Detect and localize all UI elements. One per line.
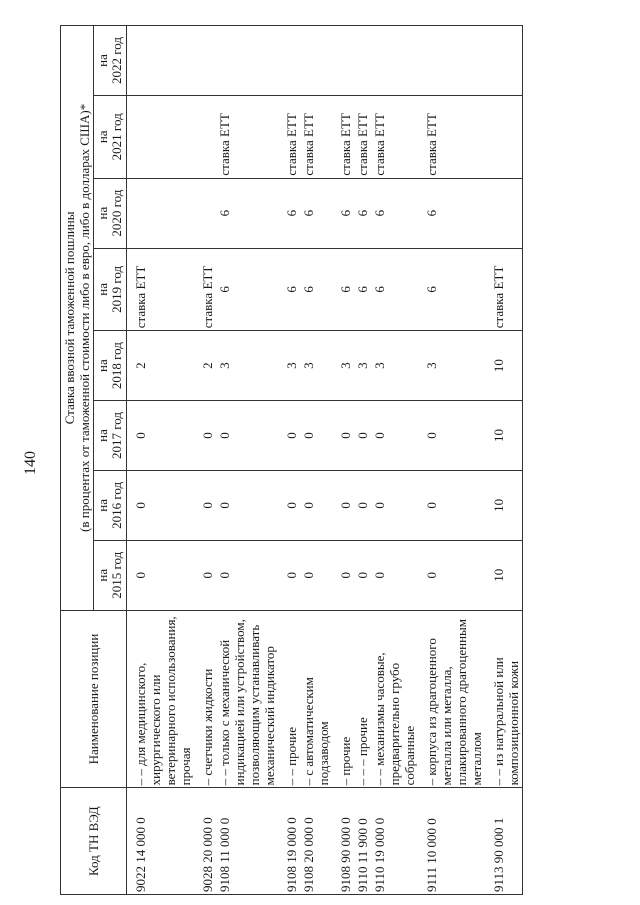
rate-cell: ставка ЕТТ	[354, 95, 371, 178]
table-row	[418, 26, 485, 895]
row-name: – корпуса из драгоценного металла или металла, плакированного драгоценным металлом	[418, 610, 485, 788]
row-code: 9110 11 900 0	[354, 788, 371, 895]
rate-cell	[216, 26, 278, 96]
table-row	[354, 26, 371, 895]
rate-cell: 3	[354, 331, 371, 401]
rate-cell: 0	[216, 470, 278, 540]
tariff-table	[60, 25, 523, 895]
rate-cell: ставка ЕТТ	[418, 95, 485, 178]
rate-cell: 0	[354, 401, 371, 471]
rate-cell: 3	[332, 331, 354, 401]
rate-cell: 0	[418, 401, 485, 471]
year-2016	[94, 470, 127, 540]
rate-cell: 0	[371, 401, 418, 471]
header-rate-title	[61, 26, 94, 611]
row-code: 9108 90 000 0	[332, 788, 354, 895]
rate-cell: 3	[418, 331, 485, 401]
rate-cell: 0	[278, 540, 300, 610]
year-label: 2015 год	[109, 551, 124, 599]
rate-cell: 2	[127, 331, 195, 401]
year-pre: на	[95, 499, 110, 512]
year-pre: на	[95, 429, 110, 442]
year-2019	[94, 248, 127, 331]
table-row	[485, 26, 523, 895]
rate-cell: 0	[418, 540, 485, 610]
row-name: – – – прочие	[354, 610, 371, 788]
row-name: – – прочие	[278, 610, 300, 788]
rate-cell: 0	[127, 540, 195, 610]
row-name: – – механизмы часовые, предварительно грубо собранные	[371, 610, 418, 788]
year-label: 2017 год	[109, 412, 124, 460]
rate-cell: 6	[418, 248, 485, 331]
rate-cell	[485, 26, 523, 96]
rate-cell: 0	[418, 470, 485, 540]
rate-cell	[485, 178, 523, 248]
rate-cell	[127, 95, 195, 178]
rate-cell: 0	[127, 470, 195, 540]
year-2020	[94, 178, 127, 248]
rate-cell	[127, 178, 195, 248]
row-code: 9108 19 000 0	[278, 788, 300, 895]
header-code: Код ТН ВЭД	[61, 788, 127, 895]
row-name: – – для медицинского, хирургического или ветеринарного использования, прочая	[127, 610, 195, 788]
table-row	[194, 26, 216, 895]
rate-cell	[485, 95, 523, 178]
rate-cell: ставка ЕТТ	[216, 95, 278, 178]
year-label: 2019 год	[109, 265, 124, 313]
rate-cell: 3	[278, 331, 300, 401]
year-2015	[94, 540, 127, 610]
year-2017	[94, 401, 127, 471]
row-name: – – только с механической индикацией или устройством, позволяющим устанавливать механический индикатор	[216, 610, 278, 788]
table-row	[278, 26, 300, 895]
rate-cell: 0	[194, 540, 216, 610]
year-pre: на	[95, 54, 110, 67]
rate-cell: 0	[300, 470, 332, 540]
row-name: – прочие	[332, 610, 354, 788]
row-code: 9022 14 000 0	[127, 788, 195, 895]
rate-cell: 6	[332, 178, 354, 248]
rate-cell: 6	[371, 248, 418, 331]
year-label: 2018 год	[109, 342, 124, 390]
rate-cell: 0	[278, 470, 300, 540]
year-pre: на	[95, 359, 110, 373]
rate-cell	[194, 26, 216, 96]
rate-cell: ставка ЕТТ	[127, 248, 195, 331]
rate-cell: 6	[371, 178, 418, 248]
rate-cell: ставка ЕТТ	[300, 95, 332, 178]
rate-cell: 10	[485, 470, 523, 540]
year-pre: на	[95, 206, 110, 220]
rate-cell: 0	[216, 540, 278, 610]
row-code: 9111 10 000 0	[418, 788, 485, 895]
row-code: 9110 19 000 0	[371, 788, 418, 895]
table-row	[332, 26, 354, 895]
rate-cell: ставка ЕТТ	[194, 248, 216, 331]
row-code: 9108 20 000 0	[300, 788, 332, 895]
row-code: 9028 20 000 0	[194, 788, 216, 895]
rate-cell: 2	[194, 331, 216, 401]
rate-cell: 10	[485, 331, 523, 401]
rate-cell	[194, 95, 216, 178]
rate-cell: 10	[485, 401, 523, 471]
year-2021	[94, 95, 127, 178]
row-name: – счетчики жидкости	[194, 610, 216, 788]
year-pre: на	[95, 130, 110, 144]
header-rate-title-line2: (в процентах от таможенной стоимости либо в евро, либо в долларах США)*	[77, 103, 92, 532]
rate-cell: 10	[485, 540, 523, 610]
year-label: 2016 год	[109, 481, 124, 529]
year-2018	[94, 331, 127, 401]
rate-cell: 0	[371, 470, 418, 540]
rate-cell: 6	[418, 178, 485, 248]
table-row	[371, 26, 418, 895]
header-rate-title-line1: Ставка ввозной таможенной пошлины	[62, 211, 77, 425]
rate-cell: 0	[194, 401, 216, 471]
rate-cell: 0	[332, 470, 354, 540]
rate-cell: 6	[216, 248, 278, 331]
rate-cell	[194, 178, 216, 248]
year-pre: на	[95, 283, 110, 296]
year-label: 2020 год	[109, 189, 124, 237]
year-label: 2022 год	[109, 36, 124, 84]
rate-cell: 0	[194, 470, 216, 540]
rate-cell: 0	[371, 540, 418, 610]
table-row	[127, 26, 195, 895]
year-pre: на	[95, 568, 110, 582]
rate-cell: ставка ЕТТ	[278, 95, 300, 178]
rate-cell	[278, 26, 300, 96]
table-body	[127, 26, 523, 895]
table-row	[300, 26, 332, 895]
rate-cell	[418, 26, 485, 96]
year-label: 2021 год	[109, 113, 124, 161]
rate-cell: 6	[278, 178, 300, 248]
rate-cell: 3	[216, 331, 278, 401]
rate-cell	[354, 26, 371, 96]
rate-cell: 0	[354, 470, 371, 540]
rate-cell: ставка ЕТТ	[371, 95, 418, 178]
rate-cell: 0	[216, 401, 278, 471]
rate-cell	[371, 26, 418, 96]
rate-cell: ставка ЕТТ	[332, 95, 354, 178]
table-row	[216, 26, 278, 895]
rate-cell: 0	[278, 401, 300, 471]
header-name: Наименование позиции	[61, 610, 127, 788]
page-number: 140	[22, 451, 39, 475]
rate-cell: 6	[300, 248, 332, 331]
row-code: 9108 11 000 0	[216, 788, 278, 895]
row-name: – с автоматическим подзаводом	[300, 610, 332, 788]
rate-cell: 6	[216, 178, 278, 248]
rate-cell: 0	[354, 540, 371, 610]
rate-cell: 6	[354, 248, 371, 331]
year-2022	[94, 26, 127, 96]
row-name: – – из натуральной или композиционной кожи	[485, 610, 523, 788]
rate-cell: 6	[278, 248, 300, 331]
rate-cell: 0	[300, 540, 332, 610]
rate-cell: ставка ЕТТ	[485, 248, 523, 331]
rate-cell: 3	[371, 331, 418, 401]
rate-cell	[300, 26, 332, 96]
row-code: 9113 90 000 1	[485, 788, 523, 895]
rate-cell: 3	[300, 331, 332, 401]
rate-cell: 6	[332, 248, 354, 331]
rate-cell	[127, 26, 195, 96]
rate-cell: 0	[127, 401, 195, 471]
rate-cell: 0	[332, 540, 354, 610]
rate-cell	[332, 26, 354, 96]
rate-cell: 0	[332, 401, 354, 471]
rate-cell: 0	[300, 401, 332, 471]
rate-cell: 6	[300, 178, 332, 248]
rate-cell: 6	[354, 178, 371, 248]
